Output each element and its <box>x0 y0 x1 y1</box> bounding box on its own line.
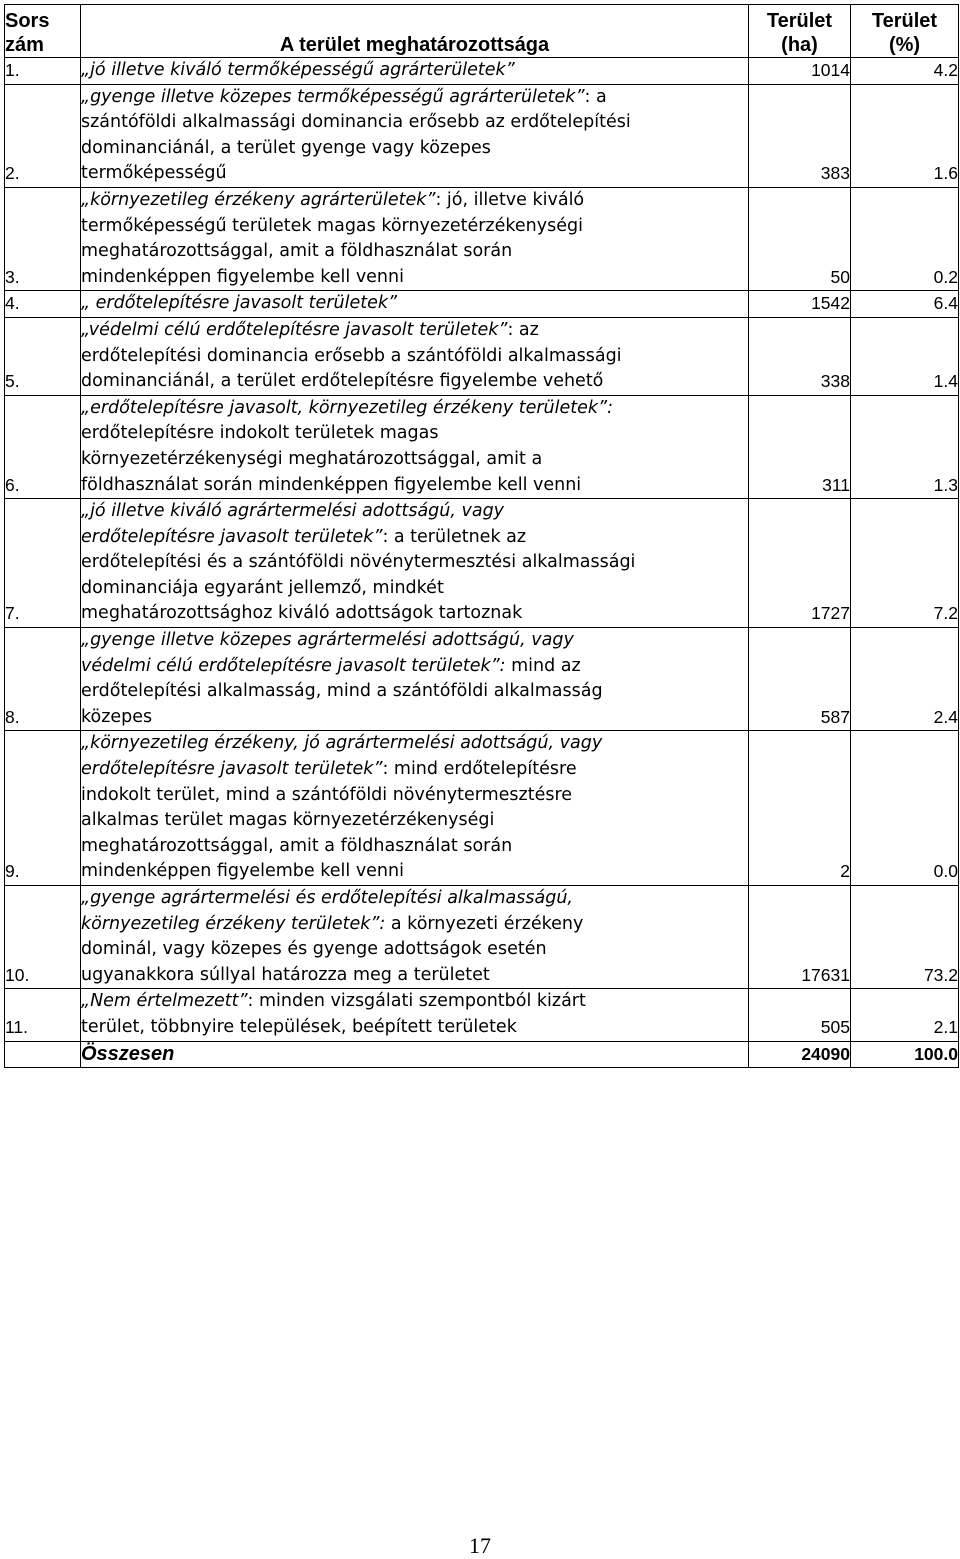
description-line <box>81 1015 748 1041</box>
category-name-text: „környezetileg érzékeny agrárterületek” <box>81 189 436 210</box>
row-number: 11. <box>5 989 81 1041</box>
row-area-pct: 73.2 <box>851 886 959 989</box>
description-text: alkalmas terület magas környezetérzékenységi <box>81 810 495 831</box>
row-area-pct: 4.2 <box>851 58 959 85</box>
description-line <box>81 473 748 499</box>
table-row <box>5 187 959 290</box>
description-line <box>81 344 748 370</box>
description-text: dominanciája egyaránt jellemző, mindkét <box>81 577 444 598</box>
row-area-pct: 0.0 <box>851 731 959 886</box>
row-number: 9. <box>5 731 81 886</box>
table-row <box>5 886 959 989</box>
category-name-text: környezetileg érzékeny területek”: <box>81 913 386 934</box>
category-name-text: „gyenge agrártermelési és erdőtelepítési alkalmasságú, <box>81 888 573 908</box>
description-line <box>81 886 748 912</box>
description-text: meghatározottsággal, amit a földhasználat során <box>81 835 513 856</box>
row-number: 3. <box>5 187 81 290</box>
header-meghatarozottsag: A terület meghatározottsága <box>81 5 749 58</box>
table-row <box>5 499 959 628</box>
category-name-text: „jó illetve kiváló agrártermelési adottságú, vagy <box>81 501 505 522</box>
description-text: erdőtelepítésre indokolt területek magas <box>81 423 439 444</box>
table-body <box>5 58 959 1042</box>
description-text: szántóföldi alkalmassági dominancia erősebb az erdőtelepítési <box>81 112 631 133</box>
category-name-text: „jó illetve kiváló termőképességű agrárterületek” <box>81 60 515 80</box>
description-text: mindenképpen figyelembe kell venni <box>81 266 404 287</box>
category-name-text: „erdőtelepítésre javasolt, környezetileg érzékeny területek”: <box>81 397 613 418</box>
category-name-text: védelmi célú erdőtelepítésre javasolt területek”: <box>81 655 506 676</box>
description-text: : a területnek az <box>382 526 527 547</box>
category-name-text: „gyenge illetve közepes agrártermelési adottságú, vagy <box>81 630 574 651</box>
description-line <box>81 679 748 705</box>
description-line <box>81 601 748 627</box>
row-area-ha: 50 <box>749 187 851 290</box>
total-label: Összesen <box>81 1041 749 1068</box>
description-line <box>81 291 748 317</box>
description-line <box>81 136 748 162</box>
table-row <box>5 989 959 1041</box>
description-line <box>81 628 748 654</box>
table-row <box>5 84 959 187</box>
description-line <box>81 110 748 136</box>
description-text: erdőtelepítési és a szántóföldi növénytermesztési alkalmassági <box>81 552 636 573</box>
row-description <box>81 628 749 731</box>
category-name-text: „védelmi célú erdőtelepítésre javasolt területek” <box>81 319 508 340</box>
description-text: dominanciánál, a terület gyenge vagy közepes <box>81 137 491 158</box>
description-line <box>81 369 748 395</box>
table-row <box>5 291 959 318</box>
description-line <box>81 989 748 1015</box>
description-text: mind az <box>505 655 581 676</box>
row-description <box>81 187 749 290</box>
row-number: 1. <box>5 58 81 85</box>
description-text: : minden vizsgálati szempontból kizárt <box>247 991 586 1012</box>
row-number: 10. <box>5 886 81 989</box>
description-line <box>81 447 748 473</box>
row-number: 2. <box>5 84 81 187</box>
row-area-pct: 7.2 <box>851 499 959 628</box>
row-description <box>81 499 749 628</box>
total-num-cell <box>5 1041 81 1068</box>
description-line <box>81 161 748 187</box>
table-row <box>5 317 959 395</box>
row-description <box>81 989 749 1041</box>
row-description <box>81 731 749 886</box>
row-area-pct: 2.1 <box>851 989 959 1041</box>
description-text: meghatározottsághoz kiváló adottságok tartoznak <box>81 603 523 624</box>
header-sorszam: Sors zám <box>5 5 81 58</box>
row-number: 8. <box>5 628 81 731</box>
description-line <box>81 654 748 680</box>
description-line <box>81 58 748 84</box>
description-line <box>81 421 748 447</box>
row-area-ha: 2 <box>749 731 851 886</box>
description-text: termőképességű <box>81 163 227 184</box>
row-area-pct: 1.4 <box>851 317 959 395</box>
description-line <box>81 550 748 576</box>
row-area-ha: 311 <box>749 395 851 498</box>
total-row <box>5 1041 959 1068</box>
row-number: 5. <box>5 317 81 395</box>
description-text: erdőtelepítési alkalmasság, mind a szántóföldi alkalmasság <box>81 681 603 702</box>
description-line <box>81 834 748 860</box>
row-description <box>81 58 749 85</box>
row-description <box>81 317 749 395</box>
description-line <box>81 85 748 111</box>
row-area-ha: 383 <box>749 84 851 187</box>
row-description <box>81 395 749 498</box>
row-area-ha: 1542 <box>749 291 851 318</box>
table-row <box>5 395 959 498</box>
description-line <box>81 188 748 214</box>
description-line <box>81 757 748 783</box>
description-line <box>81 214 748 240</box>
description-text: dominanciánál, a terület erdőtelepítésre figyelembe vehető <box>81 371 604 392</box>
description-line <box>81 525 748 551</box>
description-line <box>81 396 748 422</box>
row-area-pct: 6.4 <box>851 291 959 318</box>
description-line <box>81 265 748 291</box>
description-text: környezetérzékenységi meghatározottsággal, amit a <box>81 448 543 469</box>
total-ha: 24090 <box>749 1041 851 1068</box>
row-description <box>81 84 749 187</box>
row-area-pct: 1.3 <box>851 395 959 498</box>
row-area-ha: 505 <box>749 989 851 1041</box>
category-name-text: „Nem értelmezett” <box>81 991 248 1012</box>
description-text: földhasználat során mindenképpen figyelembe kell venni <box>81 474 582 495</box>
header-terulet-ha: Terület (ha) <box>749 5 851 58</box>
description-text: : mind erdőtelepítésre <box>382 759 577 780</box>
description-line <box>81 937 748 963</box>
description-line <box>81 912 748 938</box>
row-number: 7. <box>5 499 81 628</box>
land-classification-table <box>4 4 959 1068</box>
page-number: 17 <box>469 1533 491 1558</box>
category-name-text: „gyenge illetve közepes termőképességű agrárterületek” <box>81 86 585 107</box>
description-text: mindenképpen figyelembe kell venni <box>81 861 404 882</box>
description-text: termőképességű területek magas környezetérzékenységi <box>81 215 583 236</box>
category-name-text: erdőtelepítésre javasolt területek” <box>81 759 383 780</box>
description-line <box>81 783 748 809</box>
description-text: : a <box>584 86 607 107</box>
row-area-ha: 17631 <box>749 886 851 989</box>
description-line <box>81 731 748 757</box>
description-line <box>81 239 748 265</box>
category-name-text: „ erdőtelepítésre javasolt területek” <box>81 293 398 314</box>
row-number: 6. <box>5 395 81 498</box>
row-area-ha: 1727 <box>749 499 851 628</box>
description-text: indokolt terület, mind a szántóföldi növénytermesztésre <box>81 784 573 805</box>
row-description <box>81 886 749 989</box>
table-header-row <box>5 5 959 58</box>
description-line <box>81 963 748 989</box>
description-text: : az <box>507 319 539 340</box>
row-area-ha: 587 <box>749 628 851 731</box>
description-line <box>81 859 748 885</box>
description-line <box>81 318 748 344</box>
table-row <box>5 628 959 731</box>
category-name-text: erdőtelepítésre javasolt területek” <box>81 526 383 547</box>
description-line <box>81 705 748 731</box>
description-line <box>81 808 748 834</box>
row-area-ha: 1014 <box>749 58 851 85</box>
header-terulet-pct: Terület (%) <box>851 5 959 58</box>
row-area-ha: 338 <box>749 317 851 395</box>
row-description <box>81 291 749 318</box>
row-area-pct: 1.6 <box>851 84 959 187</box>
description-text: erdőtelepítési dominancia erősebb a szántóföldi alkalmassági <box>81 345 622 366</box>
description-line <box>81 576 748 602</box>
row-area-pct: 2.4 <box>851 628 959 731</box>
description-text: ugyanakkora súllyal határozza meg a területet <box>81 964 490 985</box>
table-row <box>5 731 959 886</box>
description-text: : jó, illetve kiváló <box>435 189 585 210</box>
description-text: dominál, vagy közepes és gyenge adottságok esetén <box>81 939 547 960</box>
row-area-pct: 0.2 <box>851 187 959 290</box>
row-number: 4. <box>5 291 81 318</box>
description-text: terület, többnyire települések, beépített területek <box>81 1016 517 1037</box>
table-row <box>5 58 959 85</box>
description-text: közepes <box>81 706 153 727</box>
category-name-text: „környezetileg érzékeny, jó agrártermelési adottságú, vagy <box>81 733 603 754</box>
description-text: meghatározottsággal, amit a földhasználat során <box>81 241 513 262</box>
description-text: a környezeti érzékeny <box>385 913 584 934</box>
description-line <box>81 499 748 525</box>
total-pct: 100.0 <box>851 1041 959 1068</box>
